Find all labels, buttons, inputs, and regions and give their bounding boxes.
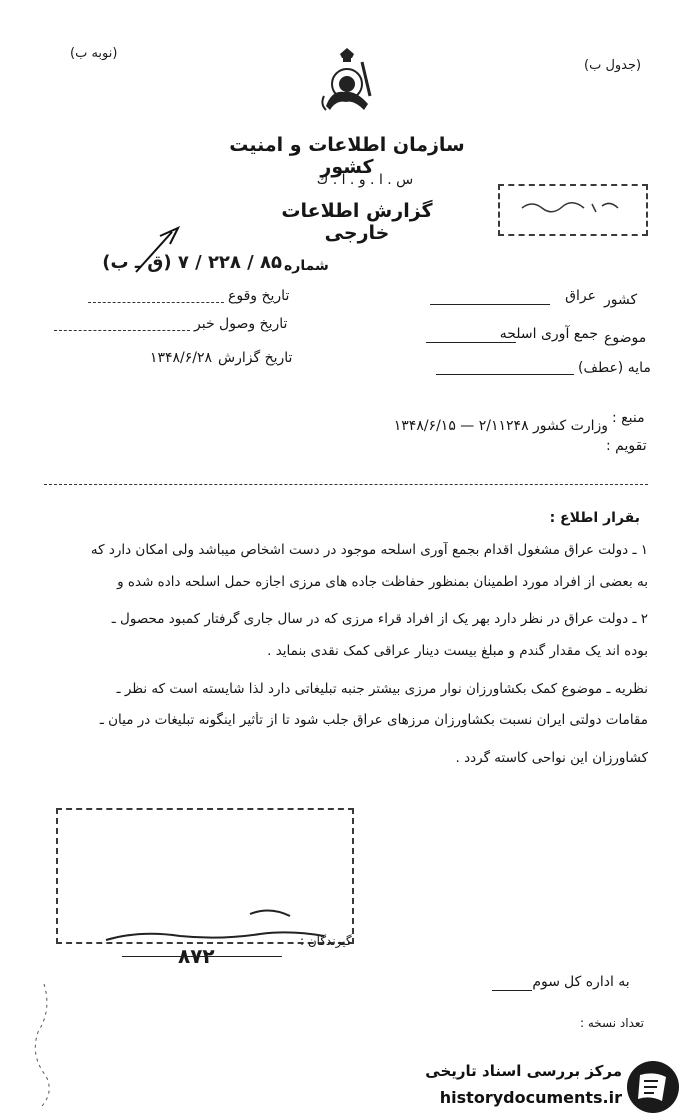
reference-label: مایه (عطف): [578, 360, 651, 376]
date-received-label: تاریخ وصول خبر: [194, 316, 288, 332]
number-value: ۸۵ / ۲۲۸ / ۷ (ق ـ ب): [102, 252, 282, 273]
date-report-label: تاریخ گزارش: [218, 350, 293, 366]
report-type-title: گزارش اطلاعات خارجی: [281, 200, 433, 244]
history-documents-logo-icon: [624, 1059, 682, 1115]
subject-line: [426, 342, 516, 343]
country-value: عراق: [565, 288, 596, 304]
body-line-1: ۱ ـ دولت عراق مشغول اقدام بجمع آوری اسلحه موجود در دست اشخاص میباشد ولی امکان دارد که: [90, 542, 648, 558]
lion-and-sun-emblem-icon: [318, 46, 376, 114]
corner-label-right: (جدول ب): [584, 58, 642, 73]
body-line-5: نظریه ـ موضوع کمک بکشاورزان نوار مرزی بیشتر جنبه تبلیغاتی دارد لذا شایسته است که نظر ـ: [116, 681, 648, 697]
evaluation-label: تقویم :: [606, 438, 647, 454]
source-label: منبع :: [612, 410, 645, 426]
signature-line: [122, 956, 282, 957]
classification-stamp-scribble: [518, 198, 628, 216]
body-intro: بقرار اطلاع :: [549, 510, 640, 526]
date-received-line: [54, 330, 190, 331]
handwritten-signature: [100, 900, 330, 980]
source-value: وزارت کشور ۲/۱۱۲۴۸ — ۱۳۴۸/۶/۱۵: [393, 418, 608, 434]
body-line-4: بوده اند یک مقدار گندم و مبلغ بیست دینار عراقی کمک نقدی بنماید .: [267, 643, 648, 659]
reference-line: [436, 374, 574, 375]
date-occurred-line: [88, 302, 224, 303]
signature-number: ۸۷۲: [178, 944, 215, 968]
watermark-center-name: مرکز بررسی اسناد تاریخی: [410, 1062, 622, 1080]
body-line-6: مقامات دولتی ایران نسبت بکشاورزان مرزهای عراق جلب شود تا از تأثیر اینگونه تبلیغات در میان ـ: [99, 712, 648, 728]
forward-label: تعداد نسخه :: [580, 1016, 645, 1030]
section-divider: [44, 484, 648, 485]
number-handwriting-strike: [130, 226, 190, 276]
department-value: سوم: [532, 974, 560, 990]
watermark-site: historydocuments.ir: [414, 1088, 622, 1107]
margin-scribble: [24, 980, 64, 1110]
organization-code: س . ا . و . ا . ك: [316, 172, 414, 188]
department-line: [492, 990, 532, 991]
date-occurred-label: تاریخ وقوع: [228, 288, 290, 304]
corner-label-left: (نوبه ب): [70, 46, 118, 61]
subject-label: موضوع: [604, 330, 647, 346]
country-line: [430, 304, 550, 305]
body-line-3: ۲ ـ دولت عراق در نظر دارد بهر یک از افراد قراء مرزی که در سال جاری گرفتار کمبود محصول ـ: [111, 611, 648, 627]
body-line-2: به بعضی از افراد مورد اطمینان بمنظور حفاظت جاده های مرزی اجازه حمل اسلحه داده شده و: [117, 574, 648, 590]
country-label: کشور: [604, 292, 638, 308]
number-label: شماره: [284, 258, 329, 274]
body-line-7: کشاورزان این نواحی کاسته گردد .: [455, 750, 648, 766]
subject-value: جمع آوری اسلحه: [499, 326, 598, 342]
date-report-value: ۱۳۴۸/۶/۲۸: [149, 350, 212, 366]
organization-name: سازمان اطلاعات و امنیت کشور: [229, 134, 465, 178]
department-label: به اداره کل: [564, 974, 630, 990]
copies-label: گیرندگان :: [300, 934, 352, 948]
